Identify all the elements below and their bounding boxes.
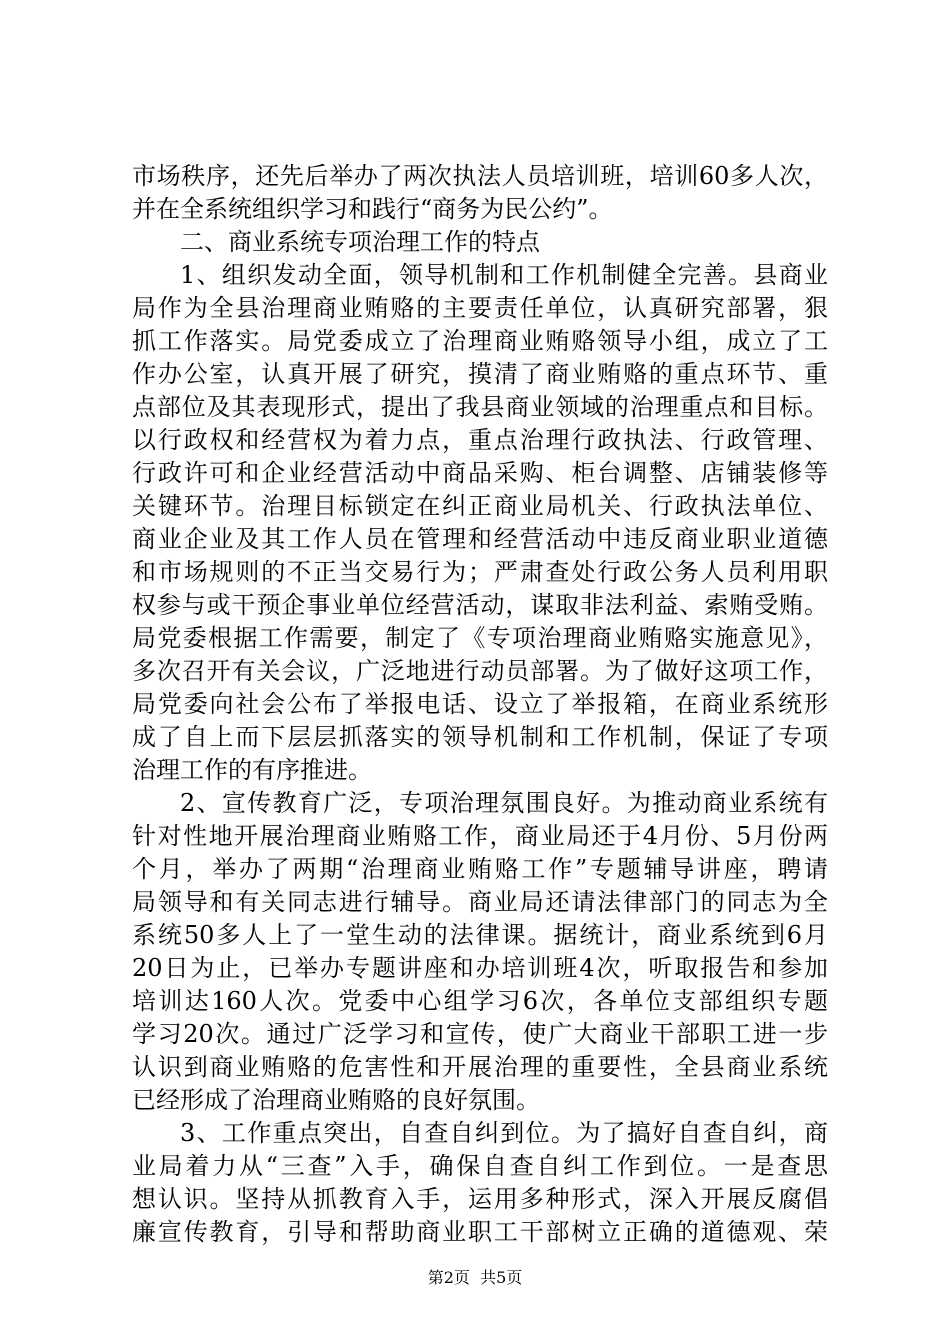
text-line: 行政许可和企业经营活动中商品采购、柜台调整、店铺装修等: [132, 459, 828, 487]
text-line: 和市场规则的不正当交易行为；严肃查处行政公务人员利用职: [132, 558, 828, 586]
text-line: 个月，举办了两期“治理商业贿赂工作”专题辅导讲座，聘请: [132, 855, 828, 883]
text-line: 治理工作的有序推进。: [132, 756, 372, 784]
text-line: 20日为止，已举办专题讲座和办培训班4次，听取报告和参加: [132, 954, 828, 982]
text-line: 局党委根据工作需要，制定了《专项治理商业贿赂实施意见》，: [132, 624, 828, 652]
text-line: 市场秩序，还先后举办了两次执法人员培训班，培训60多人次，: [132, 162, 828, 190]
text-line: 廉宣传教育，引导和帮助商业职工干部树立正确的道德观、荣: [132, 1218, 828, 1246]
text-line: 以行政权和经营权为着力点，重点治理行政执法、行政管理、: [132, 426, 828, 454]
text-line: 权参与或干预企事业单位经营活动，谋取非法利益、索贿受贿。: [132, 591, 828, 619]
text-line: 商业企业及其工作人员在管理和经营活动中违反商业职业道德: [132, 525, 828, 553]
text-line: 1、组织发动全面，领导机制和工作机制健全完善。县商业: [180, 261, 828, 289]
text-line: 认识到商业贿赂的危害性和开展治理的重要性，全县商业系统: [132, 1053, 828, 1081]
text-line: 局领导和有关同志进行辅导。商业局还请法律部门的同志为全: [132, 888, 828, 916]
text-line: 2、宣传教育广泛，专项治理氛围良好。为推动商业系统有: [180, 789, 828, 817]
text-line: 学习20次。通过广泛学习和宣传，使广大商业干部职工进一步: [132, 1020, 828, 1048]
text-line: 业局着力从“三查”入手，确保自查自纠工作到位。一是查思: [132, 1152, 828, 1180]
page-footer: 第2页 共5页: [427, 1268, 523, 1287]
text-line: 已经形成了治理商业贿赂的良好氛围。: [132, 1086, 540, 1114]
text-line: 针对性地开展治理商业贿赂工作，商业局还于4月份、5月份两: [132, 822, 828, 850]
text-line: 成了自上而下层层抓落实的领导机制和工作机制，保证了专项: [132, 723, 828, 751]
text-line: 二、商业系统专项治理工作的特点: [180, 228, 540, 256]
text-line: 多次召开有关会议，广泛地进行动员部署。为了做好这项工作，: [132, 657, 828, 685]
document-body: [132, 160, 828, 1249]
text-line: 3、工作重点突出，自查自纠到位。为了搞好自查自纠，商: [180, 1119, 828, 1147]
text-line: 想认识。坚持从抓教育入手，运用多种形式，深入开展反腐倡: [132, 1185, 828, 1213]
text-line: 抓工作落实。局党委成立了治理商业贿赂领导小组，成立了工: [132, 327, 828, 355]
text-line: 并在全系统组织学习和践行“商务为民公约”。: [132, 195, 613, 223]
text-line: 培训达160人次。党委中心组学习6次，各单位支部组织专题: [132, 987, 828, 1015]
text-line: 关键环节。治理目标锁定在纠正商业局机关、行政执法单位、: [132, 492, 828, 520]
text-line: 系统50多人上了一堂生动的法律课。据统计，商业系统到6月: [132, 921, 828, 949]
text-line: 作办公室，认真开展了研究，摸清了商业贿赂的重点环节、重: [132, 360, 828, 388]
text-line: 局党委向社会公布了举报电话、设立了举报箱，在商业系统形: [132, 690, 828, 718]
text-line: 局作为全县治理商业贿赂的主要责任单位，认真研究部署，狠: [132, 294, 828, 322]
text-line: 点部位及其表现形式，提出了我县商业领域的治理重点和目标。: [132, 393, 828, 421]
